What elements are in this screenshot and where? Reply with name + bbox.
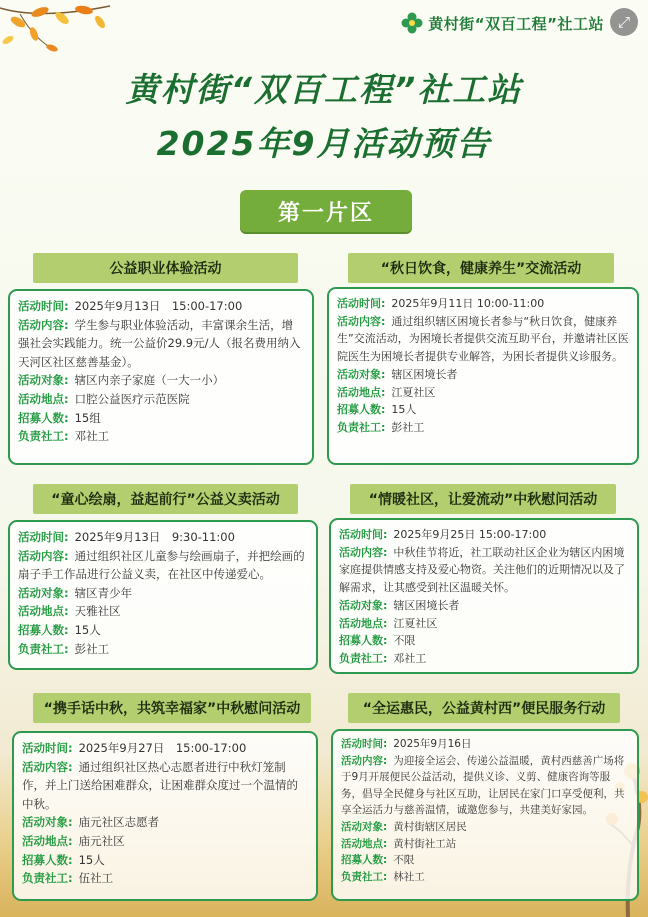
field-key: 负责社工: [18, 429, 69, 444]
field-key: 活动对象: [22, 815, 73, 830]
brand-logo [401, 10, 604, 36]
field-value: 不限 [393, 634, 416, 648]
field-key: 负责社工: [18, 641, 69, 656]
field-value: 辖区困境长者 [391, 367, 458, 381]
field-key: 活动地点: [22, 833, 73, 848]
activity-title: “全运惠民，公益黄村西”便民服务行动 [348, 693, 620, 723]
field-key: 活动地点: [18, 391, 69, 406]
field-key: 招募人数: [337, 403, 386, 417]
field-value: 2025年9月13日 15:00-17:00 [74, 299, 243, 313]
field-key: 招募人数: [18, 622, 69, 637]
field-value: 庙元社区 [78, 833, 125, 848]
field-value: 2025年9月25日 15:00-17:00 [393, 528, 547, 541]
field-key: 招募人数: [18, 410, 69, 425]
field-key: 活动内容: [18, 548, 69, 563]
field-key: 活动时间: [18, 530, 69, 544]
field-key: 活动时间: [22, 741, 73, 755]
activity-card [329, 518, 639, 674]
field-value: 邓社工 [74, 429, 110, 444]
field-key: 活动对象: [341, 820, 388, 833]
field-key: 招募人数: [339, 634, 388, 648]
field-value: 中秋佳节将近，社工联动社区企业为辖区内困境家庭提供情感支持及爱心物资。关注他们的近期情况以及了解需求，让其感受到社区温暖关怀。 [339, 545, 625, 595]
field-value: 15人 [74, 622, 101, 637]
field-value: 伍社工 [78, 871, 114, 886]
field-key: 活动内容: [337, 314, 386, 328]
activity-card [12, 731, 318, 901]
zone-badge: 第一片区 [240, 190, 412, 232]
field-key: 负责社工: [22, 871, 73, 886]
field-value: 通过组织社区儿童参与绘画扇子，并把绘画的扇子手工作品进行公益义卖，在社区中传递爱心。 [18, 548, 305, 582]
field-value: 口腔公益医疗示范医院 [74, 391, 190, 406]
field-key: 招募人数: [22, 852, 73, 867]
field-key: 活动内容: [341, 754, 388, 767]
field-key: 活动时间: [337, 297, 386, 310]
activity-title: “秋日饮食，健康养生”交流活动 [348, 253, 614, 283]
field-key: 活动内容: [18, 317, 69, 332]
field-value: 庙元社区志愿者 [78, 815, 160, 830]
clover-logo-icon [401, 12, 423, 34]
activity-title: “童心绘扇，益起前行”公益义卖活动 [33, 484, 298, 514]
field-value: 天雅社区 [74, 604, 121, 619]
field-key: 活动地点: [337, 385, 386, 399]
field-key: 活动对象: [18, 585, 69, 600]
page-title: 黄村街“双百工程”社工站 [125, 70, 523, 109]
field-value: 15人 [78, 852, 105, 867]
field-value: 通过组织社区热心志愿者进行中秋灯笼制作，并上门送给困难群众，让困难群众度过一个温情的中秋。 [22, 759, 298, 811]
field-value: 辖区青少年 [74, 585, 133, 600]
field-value: 2025年9月13日 9:30-11:00 [74, 530, 235, 544]
field-key: 招募人数: [341, 854, 388, 867]
activity-title: 公益职业体验活动 [33, 253, 298, 283]
activity-card [327, 287, 639, 465]
activity-card [331, 729, 639, 901]
field-value: 2025年9月16日 [393, 738, 472, 750]
activity-title: “情暖社区，让爱流动”中秋慰问活动 [350, 484, 616, 514]
field-key: 负责社工: [339, 651, 388, 665]
field-key: 活动内容: [339, 545, 388, 559]
field-value: 邓社工 [393, 651, 427, 665]
activity-title: “携手话中秋，共筑幸福家”中秋慰问活动 [33, 693, 311, 723]
field-value: 不限 [393, 854, 415, 867]
field-key: 负责社工: [341, 870, 388, 883]
field-value: 江夏社区 [391, 385, 436, 399]
field-value: 黄村街辖区居民 [393, 820, 467, 833]
field-key: 活动时间: [341, 738, 388, 750]
field-key: 活动时间: [339, 528, 388, 541]
field-value: 通过组织辖区困境长者参与“秋日饮食，健康养生”交流活动，为困境长者提供交流互助平台，并邀请社区医院医生为困境长者提供专业解答，为困长者提供义诊服务。 [337, 314, 629, 364]
field-key: 负责社工: [337, 420, 386, 434]
field-value: 黄村街社工站 [393, 837, 457, 850]
field-key: 活动对象: [339, 598, 388, 612]
field-value: 辖区困境长者 [393, 598, 460, 612]
field-key: 活动地点: [18, 604, 69, 619]
activity-card [8, 520, 318, 670]
field-key: 活动地点: [339, 616, 388, 630]
field-key: 活动内容: [22, 759, 73, 774]
field-value: 为迎接全运会、传递公益温暖，黄村西慈善广场将于9月开展便民公益活动，提供义诊、义剪、健康咨询等服务，倡导全民健身与社区互助，让居民在家门口享受便利，共享全运活力与慈善温情，诚邀您参与，共建美好家园。 [341, 754, 625, 817]
field-key: 活动时间: [18, 299, 69, 313]
field-value: 15人 [391, 403, 417, 417]
field-value: 辖区内亲子家庭（一大一小） [74, 373, 225, 388]
field-key: 活动对象: [337, 367, 386, 381]
autumn-leaves-decoration [0, 0, 120, 60]
field-value: 15组 [74, 410, 101, 425]
field-value: 林社工 [393, 870, 425, 883]
field-value: 江夏社区 [393, 616, 438, 630]
field-key: 活动对象: [18, 373, 69, 388]
share-icon[interactable]: ⤢ [610, 8, 638, 36]
field-key: 活动地点: [341, 837, 388, 850]
field-value: 2025年9月11日 10:00-11:00 [391, 297, 545, 310]
page-subtitle: 2025年9月活动预告 [156, 124, 492, 163]
activity-card [8, 289, 314, 465]
field-value: 2025年9月27日 15:00-17:00 [78, 741, 247, 755]
field-value: 彭社工 [391, 420, 425, 434]
field-value: 学生参与职业体验活动，丰富课余生活，增强社会实践能力。统一公益价29.9元/人（报名费用纳入天河区社区慈善基金）。 [18, 317, 301, 369]
logo-text: 黄村街“双百工程”社工站 [428, 14, 604, 33]
field-value: 彭社工 [74, 641, 110, 656]
